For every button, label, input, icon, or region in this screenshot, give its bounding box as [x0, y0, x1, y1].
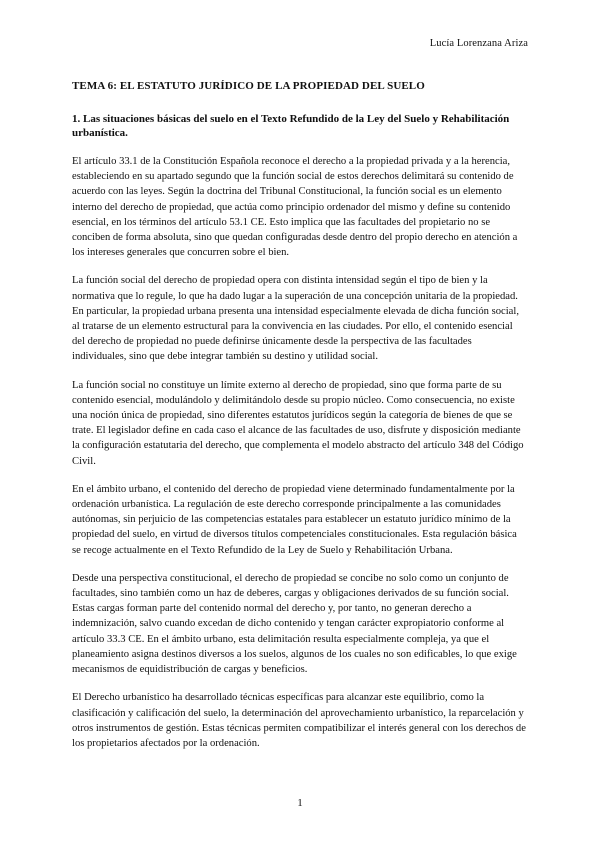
document-body [72, 80, 528, 764]
paragraph: En el ámbito urbano, el contenido del derecho de propiedad viene determinado fundamentalmente por la ordenación urbanística. La regulación de este derecho corresponde principalmente a las comunidades autónomas, sin perjuicio de las competencias estatales para establecer un estatuto jurídico mínimo de la propiedad del suelo, en virtud de diversos títulos competenciales constitucionales. Esta regulación básica se recoge actualmente en el Texto Refundido de la Ley de Suelo y Rehabilitación Urbana. [72, 483, 517, 556]
paragraph: El artículo 33.1 de la Constitución Española reconoce el derecho a la propiedad privada y a la herencia, estableciendo en su apartado segundo que la función social de estos derechos delimitará su contenido de acuerdo con las leyes. Según la doctrina del Tribunal Constitucional, la función social es un elemento interno del derecho de propiedad, que actúa como principio ordenador del mismo y define su contenido esencial, en los términos del artículo 53.1 CE. Esto implica que las facultades del propietario no se conciben de forma absoluta, sino que quedan configuradas desde dentro del propio derecho en atención a los intereses generales que concurren sobre el bien. [72, 156, 518, 259]
section-title: 1. Las situaciones básicas del suelo en el Texto Refundido de la Ley del Suelo y Rehabilitación urbanística. [72, 113, 510, 139]
paragraph: Desde una perspectiva constitucional, el derecho de propiedad se concibe no solo como un conjunto de facultades, sino también como un haz de deberes, cargas y obligaciones derivados de su función social. Estas cargas forman parte del contenido normal del derecho y, por tanto, no generan derecho a indemnización, salvo cuando excedan de dicho contenido y tengan carácter expropiatorio conforme al artículo 33.3 CE. En el ámbito urbano, esta delimitación resulta especialmente compleja, ya que el planeamiento asigna destinos diversos a los suelos, algunos de los cuales no son edificables, lo que exige mecanismos de equidistribución de cargas y beneficios. [72, 572, 517, 676]
page-number: 1 [297, 797, 303, 809]
document-title: TEMA 6: EL ESTATUTO JURÍDICO DE LA PROPIEDAD DEL SUELO [72, 80, 425, 92]
header-author: Lucía Lorenzana Ariza [429, 38, 528, 49]
paragraph: La función social del derecho de propiedad opera con distinta intensidad según el tipo de bien y la normativa que lo regule, lo que ha dado lugar a la superación de una concepción unitaria de la propiedad. En particular, la propiedad urbana presenta una intensidad especialmente elevada de dicha función social, al tratarse de un elemento estructural para la convivencia en las ciudades. Por ello, el contenido esencial del derecho de propiedad no puede definirse únicamente desde la perspectiva de las facultades individuales, sino que debe integrar también su destino y utilidad social. [72, 275, 519, 363]
paragraph: El Derecho urbanístico ha desarrollado técnicas específicas para alcanzar este equilibrio, como la clasificación y calificación del suelo, la determinación del aprovechamiento urbanístico, la reparcelación y otros instrumentos de gestión. Estas técnicas permiten compatibilizar el interés general con los derechos de los propietarios afectados por la ordenación. [72, 692, 526, 749]
paragraph: La función social no constituye un límite externo al derecho de propiedad, sino que forma parte de su contenido esencial, modulándolo y delimitándolo desde su propio núcleo. Como consecuencia, no existe una noción única de propiedad, sino diferentes estatutos jurídicos según la categoría de bienes de que se trate. El legislador define en cada caso el alcance de las facultades de uso, disfrute y disposición mediante la configuración estatutaria del derecho, que complementa el modelo abstracto del artículo 348 del Código Civil. [72, 379, 524, 467]
